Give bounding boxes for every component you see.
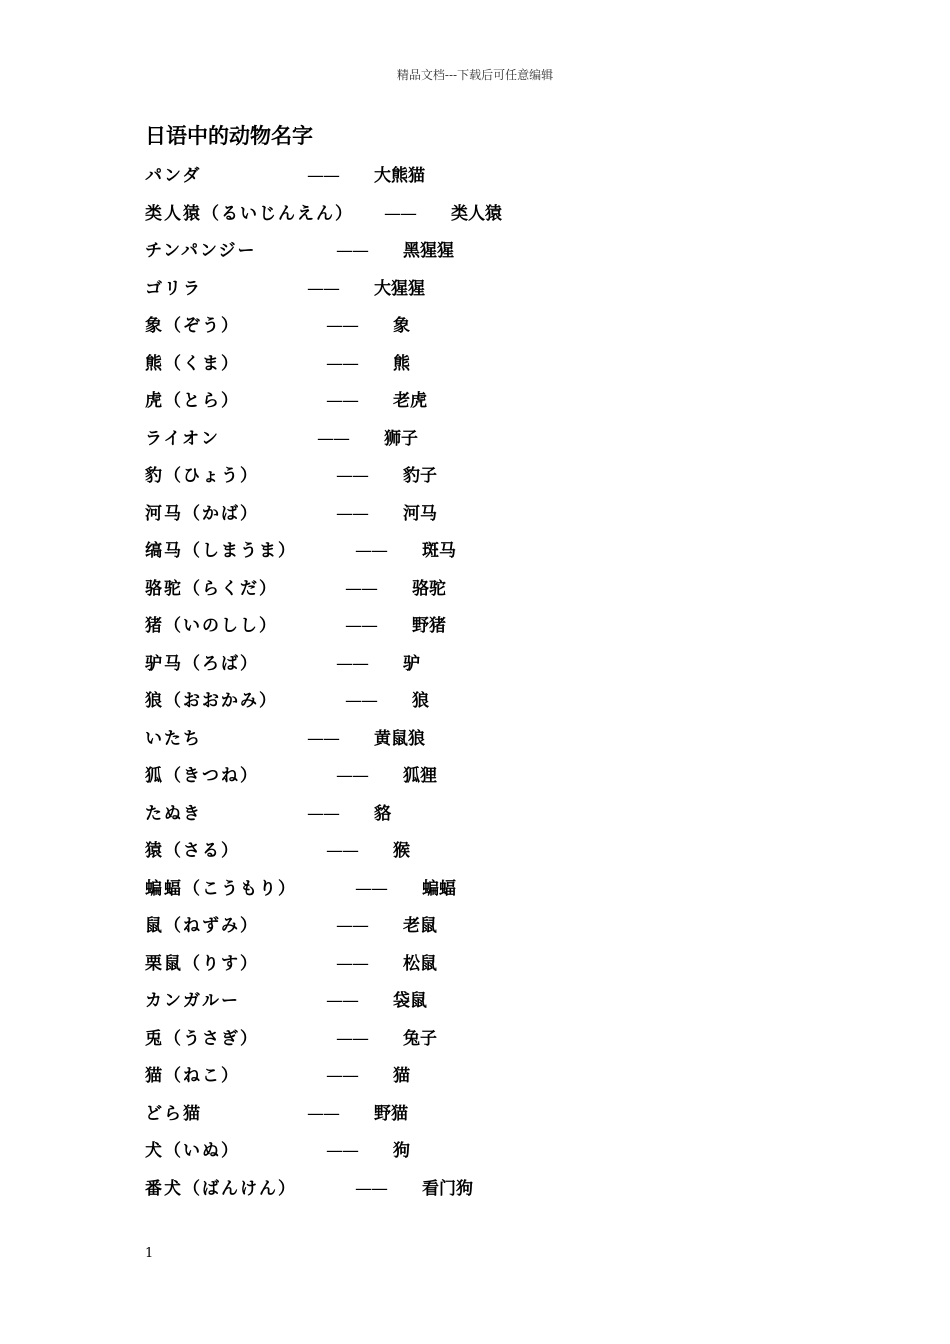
entry-row	[145, 612, 845, 650]
entry-dash: ——	[307, 1103, 339, 1124]
entry-row	[145, 725, 845, 763]
entry-dash: ——	[355, 878, 387, 899]
entry-row	[145, 837, 845, 875]
entry-japanese: チンパンジー	[145, 241, 257, 261]
entry-chinese: 豹子	[403, 466, 437, 486]
entry-chinese: 骆驼	[412, 578, 446, 599]
entry-chinese: 看门狗	[422, 1178, 473, 1199]
entry-japanese: 虎（とら）	[145, 391, 240, 411]
entry-row	[145, 387, 845, 425]
entry-row	[145, 1137, 845, 1175]
entry-japanese: カンガルー	[145, 991, 240, 1011]
entry-row	[145, 875, 845, 913]
entry-japanese: 栗鼠（りす）	[145, 953, 259, 974]
entry-dash: ——	[326, 1141, 358, 1161]
entry-chinese: 貉	[374, 803, 391, 824]
entry-japanese: 蝙蝠（こうもり）	[145, 878, 297, 899]
entry-chinese: 狐狸	[403, 766, 437, 786]
entry-japanese: 豹（ひょう）	[145, 466, 259, 486]
entry-chinese: 野猫	[374, 1103, 408, 1124]
entry-dash: ——	[307, 278, 339, 299]
entry-chinese: 猫	[393, 1066, 410, 1086]
entry-row	[145, 912, 845, 950]
entry-row	[145, 1100, 845, 1138]
entry-chinese: 象	[393, 316, 410, 336]
entry-row	[145, 500, 845, 538]
entry-dash: ——	[336, 503, 368, 524]
entry-dash: ——	[326, 991, 358, 1011]
entry-dash: ——	[317, 428, 349, 449]
entry-chinese: 黄鼠狼	[374, 728, 425, 749]
entry-chinese: 斑马	[422, 541, 456, 561]
entry-japanese: 狼（おおかみ）	[145, 691, 278, 711]
entry-chinese: 狗	[393, 1141, 410, 1161]
entry-row	[145, 537, 845, 575]
entry-dash: ——	[336, 241, 368, 261]
entry-japanese: 骆驼（らくだ）	[145, 578, 278, 599]
document-title: 日语中的动物名字	[145, 124, 313, 148]
entry-row	[145, 162, 845, 200]
entry-chinese: 狮子	[384, 428, 418, 449]
entry-japanese: 熊（くま）	[145, 353, 240, 374]
entry-dash: ——	[336, 916, 368, 936]
entry-japanese: 类人猿（るいじんえん）	[145, 203, 354, 224]
entry-dash: ——	[326, 353, 358, 374]
entry-dash: ——	[336, 466, 368, 486]
entry-dash: ——	[355, 541, 387, 561]
entry-japanese: いたち	[145, 728, 202, 749]
entry-row	[145, 950, 845, 988]
entry-japanese: ゴリラ	[145, 278, 202, 299]
page-number: 1	[145, 1246, 154, 1261]
entry-japanese: 猿（さる）	[145, 841, 240, 861]
entry-row	[145, 350, 845, 388]
entry-japanese: ライオン	[145, 428, 220, 449]
entry-row	[145, 1025, 845, 1063]
entry-dash: ——	[326, 1066, 358, 1086]
entry-row	[145, 462, 845, 500]
entry-chinese: 兔子	[403, 1028, 437, 1049]
entry-row	[145, 275, 845, 313]
entry-chinese: 猴	[393, 841, 410, 861]
entry-japanese: 狐（きつね）	[145, 766, 259, 786]
entry-dash: ——	[336, 766, 368, 786]
entry-row	[145, 425, 845, 463]
entry-japanese: 鼠（ねずみ）	[145, 916, 259, 936]
entry-row	[145, 312, 845, 350]
entry-dash: ——	[384, 203, 416, 224]
entry-dash: ——	[307, 166, 339, 186]
entry-dash: ——	[336, 1028, 368, 1049]
entry-chinese: 野猪	[412, 616, 446, 636]
entry-japanese: 番犬（ばんけん）	[145, 1178, 297, 1199]
entry-japanese: 猪（いのしし）	[145, 616, 278, 636]
entry-chinese: 蝙蝠	[422, 878, 456, 899]
entry-dash: ——	[355, 1178, 387, 1199]
entry-japanese: たぬき	[145, 803, 202, 824]
entry-row	[145, 987, 845, 1025]
entry-chinese: 大熊猫	[374, 166, 425, 186]
entry-dash: ——	[336, 653, 368, 674]
entry-japanese: 河马（かば）	[145, 503, 259, 524]
entry-row	[145, 650, 845, 688]
entry-dash: ——	[336, 953, 368, 974]
entry-dash: ——	[345, 578, 377, 599]
entry-row	[145, 200, 845, 238]
entry-row	[145, 800, 845, 838]
entry-row	[145, 575, 845, 613]
entry-japanese: 驴马（ろば）	[145, 653, 259, 674]
entry-row	[145, 237, 845, 275]
entry-japanese: 兎（うさぎ）	[145, 1028, 259, 1049]
entry-chinese: 狼	[412, 691, 429, 711]
entry-chinese: 黑猩猩	[403, 241, 454, 261]
entry-japanese: 缟马（しまうま）	[145, 541, 297, 561]
entry-dash: ——	[307, 803, 339, 824]
entry-row	[145, 1062, 845, 1100]
entry-japanese: 犬（いぬ）	[145, 1141, 240, 1161]
entry-chinese: 河马	[403, 503, 437, 524]
entry-chinese: 老虎	[393, 391, 427, 411]
entry-row	[145, 687, 845, 725]
entry-row	[145, 1175, 845, 1213]
entry-japanese: 猫（ねこ）	[145, 1066, 240, 1086]
entry-chinese: 驴	[403, 653, 420, 674]
entry-chinese: 袋鼠	[393, 991, 427, 1011]
entry-chinese: 大猩猩	[374, 278, 425, 299]
entry-japanese: パンダ	[145, 166, 202, 186]
entry-dash: ——	[326, 316, 358, 336]
entry-dash: ——	[307, 728, 339, 749]
entry-dash: ——	[326, 841, 358, 861]
entry-dash: ——	[326, 391, 358, 411]
entry-chinese: 熊	[393, 353, 410, 374]
entry-chinese: 老鼠	[403, 916, 437, 936]
entry-dash: ——	[345, 616, 377, 636]
entry-chinese: 类人猿	[451, 203, 502, 224]
entry-dash: ——	[345, 691, 377, 711]
entry-japanese: どら猫	[145, 1103, 202, 1124]
entry-japanese: 象（ぞう）	[145, 316, 240, 336]
page-header: 精品文档---下载后可任意编辑	[396, 68, 554, 82]
entry-chinese: 松鼠	[403, 953, 437, 974]
entry-row	[145, 762, 845, 800]
animal-name-list	[145, 162, 845, 1212]
